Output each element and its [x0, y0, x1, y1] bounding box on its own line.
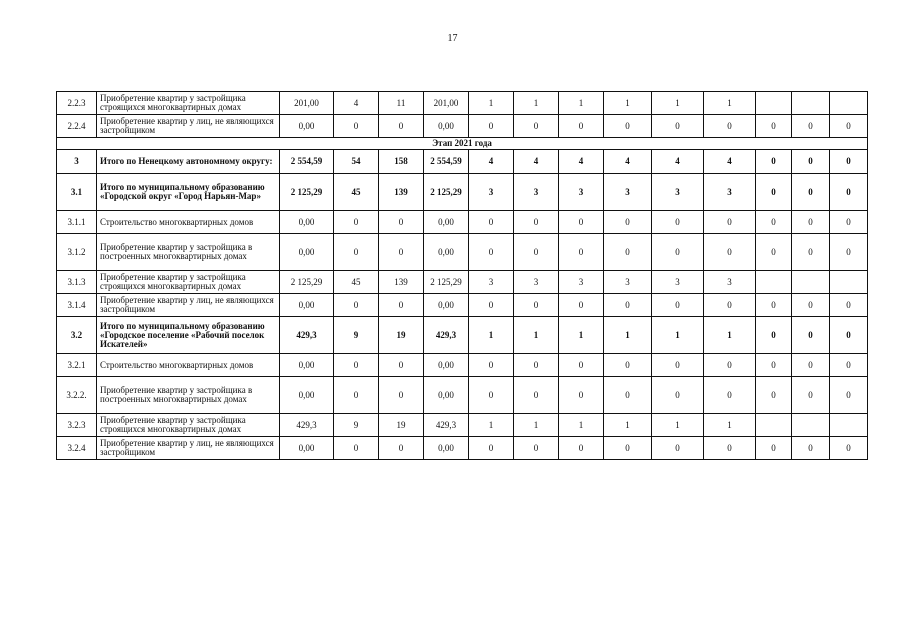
- table-row: [57, 271, 868, 294]
- value-cell: 158: [379, 150, 424, 174]
- value-cell: 1: [604, 414, 652, 437]
- row-name-cell: Приобретение квартир у лиц, не являющихся застройщиком: [97, 115, 280, 138]
- table-row: [57, 317, 868, 354]
- value-cell: 0: [830, 437, 868, 460]
- value-cell: 0: [756, 377, 792, 414]
- value-cell: 3: [704, 174, 756, 211]
- value-cell: 0: [559, 115, 604, 138]
- value-cell: 0: [756, 150, 792, 174]
- value-cell: 0: [756, 294, 792, 317]
- value-cell: 1: [559, 317, 604, 354]
- row-name-cell: Приобретение квартир у застройщика строящихся многоквартирных домах: [97, 271, 280, 294]
- value-cell: 0,00: [424, 234, 469, 271]
- value-cell: 3: [652, 174, 704, 211]
- value-cell: 0: [604, 377, 652, 414]
- value-cell: 2 554,59: [424, 150, 469, 174]
- value-cell: 0,00: [280, 115, 334, 138]
- value-cell: 0: [334, 437, 379, 460]
- value-cell: 0: [792, 317, 830, 354]
- value-cell: 0: [604, 294, 652, 317]
- value-cell: 0: [704, 437, 756, 460]
- value-cell: 0: [469, 211, 514, 234]
- value-cell: 0: [334, 234, 379, 271]
- value-cell: 0: [334, 115, 379, 138]
- table-row: [57, 377, 868, 414]
- value-cell: 1: [604, 92, 652, 115]
- row-name-cell: Приобретение квартир у застройщика в построенных многоквартирных домах: [97, 234, 280, 271]
- value-cell: 45: [334, 174, 379, 211]
- value-cell: 0,00: [280, 437, 334, 460]
- table-row: [57, 414, 868, 437]
- value-cell: 0: [792, 437, 830, 460]
- value-cell: 0: [514, 115, 559, 138]
- value-cell: 3: [604, 174, 652, 211]
- value-cell: 0,00: [280, 211, 334, 234]
- value-cell: 9: [334, 317, 379, 354]
- value-cell: 4: [704, 150, 756, 174]
- row-name-cell: Приобретение квартир у застройщика строящихся многоквартирных домах: [97, 92, 280, 115]
- value-cell: 0,00: [280, 354, 334, 377]
- value-cell: 54: [334, 150, 379, 174]
- value-cell: 0: [792, 234, 830, 271]
- value-cell: 0: [756, 317, 792, 354]
- value-cell: 1: [514, 92, 559, 115]
- value-cell: 0: [379, 234, 424, 271]
- value-cell: 0: [379, 211, 424, 234]
- value-cell: [792, 414, 830, 437]
- value-cell: [756, 271, 792, 294]
- value-cell: 1: [604, 317, 652, 354]
- value-cell: 0: [830, 377, 868, 414]
- value-cell: 0: [756, 211, 792, 234]
- value-cell: 0: [830, 115, 868, 138]
- value-cell: 0,00: [424, 354, 469, 377]
- value-cell: 1: [469, 317, 514, 354]
- value-cell: 1: [514, 317, 559, 354]
- table-row: [57, 174, 868, 211]
- value-cell: 0: [559, 354, 604, 377]
- value-cell: 0: [334, 294, 379, 317]
- value-cell: [756, 92, 792, 115]
- value-cell: 0: [334, 354, 379, 377]
- row-code-cell: 3.1.4: [57, 294, 97, 317]
- value-cell: 0: [704, 234, 756, 271]
- value-cell: [792, 271, 830, 294]
- value-cell: 2 125,29: [280, 174, 334, 211]
- value-cell: [830, 92, 868, 115]
- value-cell: 0: [756, 234, 792, 271]
- value-cell: 201,00: [424, 92, 469, 115]
- value-cell: 0: [514, 294, 559, 317]
- value-cell: 0: [830, 211, 868, 234]
- value-cell: 0: [559, 234, 604, 271]
- value-cell: 4: [559, 150, 604, 174]
- value-cell: 2 125,29: [424, 271, 469, 294]
- value-cell: 0: [514, 377, 559, 414]
- value-cell: 0: [792, 354, 830, 377]
- row-name-cell: Приобретение квартир у застройщика строящихся многоквартирных домах: [97, 414, 280, 437]
- row-code-cell: 3.2.3: [57, 414, 97, 437]
- value-cell: 3: [559, 174, 604, 211]
- value-cell: 201,00: [280, 92, 334, 115]
- value-cell: 3: [704, 271, 756, 294]
- value-cell: 0: [704, 377, 756, 414]
- value-cell: 3: [604, 271, 652, 294]
- value-cell: 0,00: [280, 294, 334, 317]
- value-cell: 139: [379, 174, 424, 211]
- value-cell: 0,00: [424, 377, 469, 414]
- value-cell: 0: [704, 211, 756, 234]
- value-cell: 0: [514, 354, 559, 377]
- value-cell: 429,3: [424, 414, 469, 437]
- row-code-cell: 2.2.3: [57, 92, 97, 115]
- value-cell: 1: [704, 317, 756, 354]
- value-cell: 429,3: [424, 317, 469, 354]
- table-row: [57, 294, 868, 317]
- value-cell: 0: [652, 377, 704, 414]
- row-code-cell: 3.2.1: [57, 354, 97, 377]
- value-cell: 0: [652, 354, 704, 377]
- row-name-cell: Итого по муниципальному образованию «Городское поселение «Рабочий поселок Искателей»: [97, 317, 280, 354]
- table-row: [57, 150, 868, 174]
- value-cell: 0: [514, 211, 559, 234]
- stage-header-row: [57, 138, 868, 150]
- value-cell: 429,3: [280, 414, 334, 437]
- value-cell: 1: [559, 92, 604, 115]
- value-cell: 0: [559, 377, 604, 414]
- table-row: [57, 234, 868, 271]
- value-cell: 0,00: [424, 437, 469, 460]
- value-cell: 0: [652, 115, 704, 138]
- value-cell: 0,00: [424, 115, 469, 138]
- value-cell: 45: [334, 271, 379, 294]
- value-cell: 3: [469, 271, 514, 294]
- value-cell: 0: [792, 211, 830, 234]
- value-cell: 4: [652, 150, 704, 174]
- value-cell: 11: [379, 92, 424, 115]
- value-cell: 3: [469, 174, 514, 211]
- value-cell: 1: [652, 317, 704, 354]
- value-cell: 4: [514, 150, 559, 174]
- value-cell: 0: [559, 294, 604, 317]
- value-cell: 0: [559, 211, 604, 234]
- value-cell: 0: [704, 115, 756, 138]
- row-code-cell: 3.2: [57, 317, 97, 354]
- page-number: 17: [447, 33, 458, 44]
- value-cell: 2 125,29: [280, 271, 334, 294]
- value-cell: 0: [379, 437, 424, 460]
- table-row: [57, 92, 868, 115]
- value-cell: 1: [704, 92, 756, 115]
- row-code-cell: 2.2.4: [57, 115, 97, 138]
- value-cell: 0: [604, 437, 652, 460]
- value-cell: [830, 271, 868, 294]
- row-code-cell: 3.1.2: [57, 234, 97, 271]
- stage-label: Этап 2021 года: [57, 138, 868, 150]
- value-cell: 0: [559, 437, 604, 460]
- row-name-cell: Итого по муниципальному образованию «Городской округ «Город Нарьян-Мар»: [97, 174, 280, 211]
- value-cell: 0: [379, 354, 424, 377]
- row-code-cell: 3.1.1: [57, 211, 97, 234]
- value-cell: 0: [830, 294, 868, 317]
- value-cell: 0,00: [280, 377, 334, 414]
- value-cell: 0: [756, 354, 792, 377]
- value-cell: 0: [792, 294, 830, 317]
- row-name-cell: Приобретение квартир у лиц, не являющихся застройщиком: [97, 294, 280, 317]
- value-cell: 0: [469, 377, 514, 414]
- value-cell: 0: [830, 354, 868, 377]
- value-cell: 0: [604, 211, 652, 234]
- value-cell: 9: [334, 414, 379, 437]
- value-cell: 0: [469, 294, 514, 317]
- value-cell: 0: [334, 377, 379, 414]
- value-cell: 0: [830, 234, 868, 271]
- value-cell: 4: [334, 92, 379, 115]
- value-cell: 139: [379, 271, 424, 294]
- value-cell: [792, 92, 830, 115]
- value-cell: 0,00: [424, 211, 469, 234]
- value-cell: 0: [604, 234, 652, 271]
- value-cell: 0: [379, 377, 424, 414]
- value-cell: 0: [704, 294, 756, 317]
- value-cell: 1: [652, 414, 704, 437]
- row-name-cell: Приобретение квартир у лиц, не являющихся застройщиком: [97, 437, 280, 460]
- value-cell: 19: [379, 317, 424, 354]
- value-cell: 0: [830, 150, 868, 174]
- value-cell: 0: [792, 150, 830, 174]
- table-row: [57, 211, 868, 234]
- value-cell: 0,00: [424, 294, 469, 317]
- value-cell: 0: [334, 211, 379, 234]
- value-cell: 0,00: [280, 234, 334, 271]
- value-cell: 3: [652, 271, 704, 294]
- value-cell: 1: [469, 92, 514, 115]
- value-cell: 0: [514, 437, 559, 460]
- value-cell: 4: [604, 150, 652, 174]
- value-cell: 0: [704, 354, 756, 377]
- row-code-cell: 3.1: [57, 174, 97, 211]
- value-cell: 0: [792, 115, 830, 138]
- value-cell: 0: [604, 354, 652, 377]
- value-cell: 1: [652, 92, 704, 115]
- value-cell: 4: [469, 150, 514, 174]
- value-cell: 0: [792, 377, 830, 414]
- value-cell: 3: [514, 271, 559, 294]
- row-name-cell: Приобретение квартир у застройщика в построенных многоквартирных домах: [97, 377, 280, 414]
- value-cell: 1: [514, 414, 559, 437]
- row-name-cell: Строительство многоквартирных домов: [97, 354, 280, 377]
- value-cell: 0: [469, 115, 514, 138]
- table-body: [57, 92, 868, 460]
- value-cell: 0: [756, 174, 792, 211]
- value-cell: 0: [756, 437, 792, 460]
- value-cell: 0: [830, 174, 868, 211]
- row-name-cell: Строительство многоквартирных домов: [97, 211, 280, 234]
- value-cell: [830, 414, 868, 437]
- row-code-cell: 3: [57, 150, 97, 174]
- row-name-cell: Итого по Ненецкому автономному округу:: [97, 150, 280, 174]
- value-cell: 0: [652, 234, 704, 271]
- value-cell: 2 125,29: [424, 174, 469, 211]
- value-cell: 0: [756, 115, 792, 138]
- row-code-cell: 3.2.4: [57, 437, 97, 460]
- value-cell: 2 554,59: [280, 150, 334, 174]
- value-cell: 0: [514, 234, 559, 271]
- value-cell: 0: [469, 437, 514, 460]
- value-cell: 1: [469, 414, 514, 437]
- table-row: [57, 354, 868, 377]
- table-row: [57, 115, 868, 138]
- value-cell: 1: [704, 414, 756, 437]
- value-cell: 0: [469, 354, 514, 377]
- row-code-cell: 3.1.3: [57, 271, 97, 294]
- program-table: [56, 91, 868, 460]
- value-cell: 0: [379, 115, 424, 138]
- value-cell: 0: [830, 317, 868, 354]
- value-cell: 3: [514, 174, 559, 211]
- value-cell: [756, 414, 792, 437]
- table-row: [57, 437, 868, 460]
- value-cell: 0: [652, 294, 704, 317]
- value-cell: 1: [559, 414, 604, 437]
- value-cell: 0: [792, 174, 830, 211]
- value-cell: 0: [604, 115, 652, 138]
- value-cell: 0: [379, 294, 424, 317]
- value-cell: 0: [652, 437, 704, 460]
- value-cell: 19: [379, 414, 424, 437]
- row-code-cell: 3.2.2.: [57, 377, 97, 414]
- value-cell: 429,3: [280, 317, 334, 354]
- value-cell: 3: [559, 271, 604, 294]
- value-cell: 0: [652, 211, 704, 234]
- value-cell: 0: [469, 234, 514, 271]
